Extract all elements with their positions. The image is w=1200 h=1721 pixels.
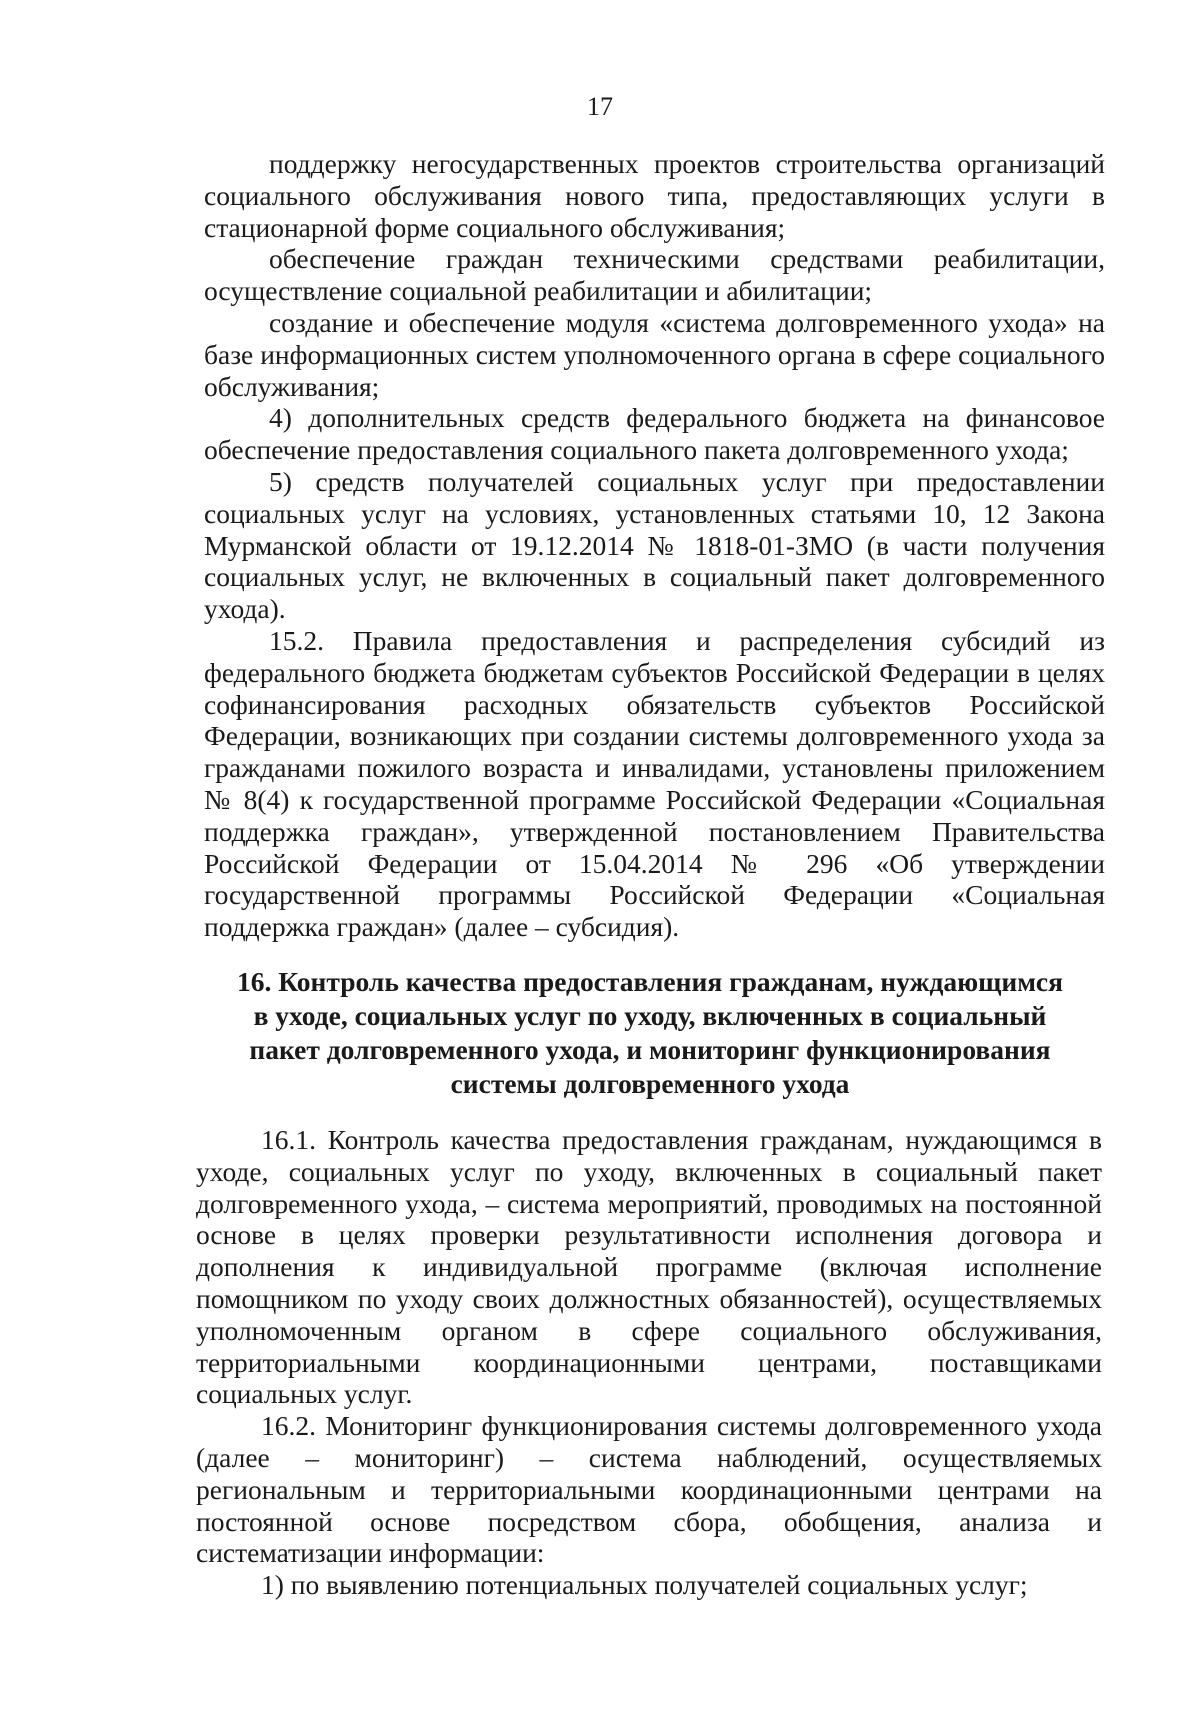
paragraph: 1) по выявлению потенциальных получателей социальных услуг; bbox=[261, 1569, 1028, 1601]
section-heading-line-4: системы долговременного ухода bbox=[450, 1068, 850, 1099]
paragraph: 16.1. Контроль качества предоставления гражданам, нуждающимся в уходе, социальных услуг по уходу, включенных в социальный пакет долговременного ухода, – система мероприятий, проводимых на постоянной основе в целях проверки результативности исполнения договора и дополнения к индивидуальной программе (включая исполнение помощником по уходу своих должностных обязанностей), осуществляемых уполномоченным органом в сфере социального обслуживания, территориальными координационными центрами, поставщиками социальных услуг. bbox=[196, 1124, 1102, 1410]
paragraph: поддержку негосударственных проектов строительства организаций социального обслуживания нового типа, предоставляющих услуги в стационарной форме социального обслуживания; bbox=[204, 148, 1105, 243]
section-heading-line-3: пакет долговременного ухода, и мониторинг функционирования bbox=[249, 1034, 1051, 1065]
section-number: 16. bbox=[236, 966, 272, 997]
page-number: 17 bbox=[587, 92, 613, 121]
section-heading-line-1 bbox=[200, 965, 1100, 999]
paragraph: 4) дополнительных средств федерального бюджета на финансовое обеспечение предоставления социального пакета долговременного ухода; bbox=[204, 402, 1105, 466]
section-heading-line-2: в уходе, социальных услуг по уходу, включенных в социальный bbox=[253, 1000, 1047, 1031]
paragraph: 15.2. Правила предоставления и распределения субсидий из федерального бюджета бюджетам субъектов Российской Федерации в целях софинансирования расходных обязательств субъектов Российской Федерации, возникающих при создании системы долговременного ухода за гражданами пожилого возраста и инвалидами, установлены приложением № 8(4) к государственной программе Российской Федерации «Социальная поддержка граждан», утвержденной постановлением Правительства Российской Федерации от 15.04.2014 № 296 «Об утверждении государственной программы Российской Федерации «Социальная поддержка граждан» (далее – субсидия). bbox=[204, 624, 1105, 943]
top-text-block bbox=[204, 148, 1105, 943]
bottom-text-block bbox=[196, 1124, 1102, 1601]
section-heading-text: Контроль качества предоставления гражданам, нуждающимся bbox=[278, 966, 1064, 997]
paragraph: 16.2. Мониторинг функционирования системы долговременного ухода (далее – мониторинг) – система наблюдений, осуществляемых региональным и территориальными координационными центрами на постоянной основе посредством сбора, обобщения, анализа и систематизации информации: bbox=[196, 1410, 1102, 1569]
section-heading bbox=[200, 965, 1100, 1101]
paragraph: 5) средств получателей социальных услуг при предоставлении социальных услуг на условиях, установленных статьями 10, 12 Закона Мурманской области от 19.12.2014 № 1818-01-ЗМО (в части получения социальных услуг, не включенных в социальный пакет долговременного ухода). bbox=[204, 465, 1105, 625]
paragraph: создание и обеспечение модуля «система долговременного ухода» на базе информационных систем уполномоченного органа в сфере социального обслуживания; bbox=[204, 306, 1105, 402]
paragraph: обеспечение граждан техническими средствами реабилитации, осуществление социальной реабилитации и абилитации; bbox=[204, 243, 1105, 307]
